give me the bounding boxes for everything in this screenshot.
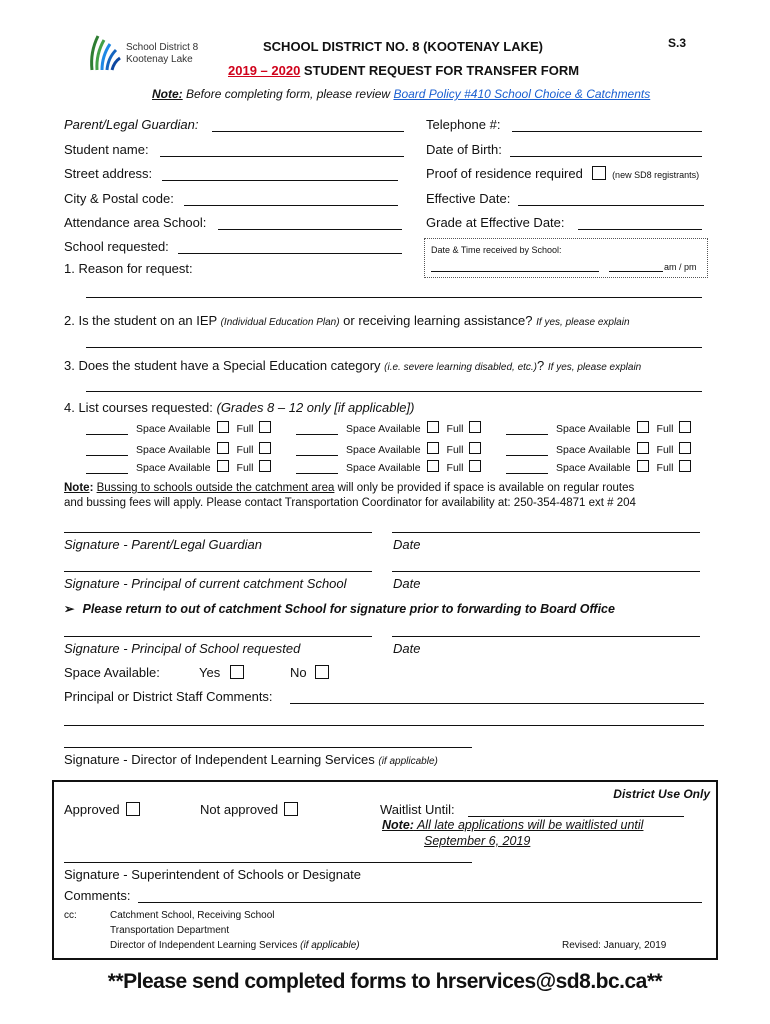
telephone-label: Telephone #:	[426, 117, 501, 132]
student-name-field[interactable]	[160, 156, 404, 157]
q3-tail: If yes, please explain	[547, 362, 642, 373]
year-range: 2019 – 2020	[228, 63, 301, 78]
full-checkbox[interactable]	[679, 421, 691, 433]
course-name-field[interactable]	[506, 424, 548, 435]
full-label: Full	[236, 462, 254, 474]
logo-text-line1: School District 8	[126, 42, 199, 53]
superintendent-signature-line[interactable]	[64, 862, 472, 863]
course-name-field[interactable]	[506, 445, 548, 456]
course-entry	[506, 460, 691, 474]
cc-item-1: Catchment School, Receiving School	[110, 910, 275, 921]
policy-note	[152, 87, 650, 101]
q4-tail: (Grades 8 – 12 only [if applicable])	[216, 400, 415, 415]
not-approved-checkbox[interactable]	[284, 802, 298, 816]
director-signature-line[interactable]	[64, 747, 472, 748]
parent-guardian-field[interactable]	[212, 131, 404, 132]
full-label: Full	[446, 423, 464, 435]
space-available-checkbox[interactable]	[217, 460, 229, 472]
course-row	[86, 442, 706, 456]
q2-answer-line[interactable]	[86, 347, 702, 348]
course-name-field[interactable]	[296, 463, 338, 474]
no-label: No	[290, 665, 307, 680]
space-available-label: Space Available	[556, 462, 631, 474]
late-note-date: September 6, 2019	[424, 834, 531, 848]
street-address-label: Street address:	[64, 166, 153, 181]
q3-main: 3. Does the student have a Special Education category	[64, 358, 385, 373]
space-available-checkbox[interactable]	[217, 421, 229, 433]
waitlist-label: Waitlist Until:	[380, 802, 455, 817]
late-note	[382, 818, 643, 832]
full-label: Full	[446, 444, 464, 456]
space-available-label: Space Available	[346, 423, 421, 435]
received-date-field[interactable]	[431, 271, 599, 272]
full-label: Full	[236, 423, 254, 435]
course-name-field[interactable]	[86, 463, 128, 474]
course-row	[86, 421, 706, 435]
cc-item-3	[110, 940, 360, 951]
received-label: Date & Time received by School:	[431, 245, 562, 255]
cc-label: cc:	[64, 910, 77, 921]
full-label: Full	[656, 462, 674, 474]
full-checkbox[interactable]	[469, 442, 481, 454]
full-label: Full	[656, 444, 674, 456]
course-entry	[86, 421, 271, 435]
q4-main: 4. List courses requested:	[64, 400, 217, 415]
space-available-label: Space Available:	[64, 665, 160, 680]
no-checkbox[interactable]	[315, 665, 329, 679]
course-entry	[296, 460, 481, 474]
space-available-checkbox[interactable]	[637, 421, 649, 433]
space-available-checkbox[interactable]	[637, 442, 649, 454]
return-note-text: Please return to out of catchment School for signature prior to forwarding to Board Office	[82, 602, 615, 616]
bussing-text2: and bussing fees will apply. Please contact Transportation Coordinator for availability at: 250-354-4871 ext # 204	[64, 497, 636, 509]
director-label: Signature - Director of Independent Learning Services	[64, 752, 379, 767]
course-name-field[interactable]	[296, 424, 338, 435]
bussing-text1: will only be provided if space is available on regular routes	[334, 482, 635, 494]
district-title: SCHOOL DISTRICT NO. 8 (KOOTENAY LAKE)	[263, 39, 544, 54]
q2-rest: or receiving learning assistance?	[339, 313, 537, 328]
full-label: Full	[656, 423, 674, 435]
note-text: Before completing form, please review	[182, 87, 394, 101]
proof-residence-checkbox[interactable]	[592, 166, 606, 180]
proof-residence	[426, 166, 699, 181]
full-label: Full	[236, 444, 254, 456]
principal-current-line[interactable]	[64, 571, 372, 572]
full-label: Full	[446, 462, 464, 474]
superintendent-label: Signature - Superintendent of Schools or Designate	[64, 867, 362, 882]
full-checkbox[interactable]	[259, 442, 271, 454]
course-row	[86, 460, 706, 474]
bussing-colon: :	[89, 482, 97, 494]
student-name-label: Student name:	[64, 142, 149, 157]
cc-item-3-note: (if applicable)	[300, 940, 360, 951]
full-checkbox[interactable]	[469, 421, 481, 433]
q3-q: ?	[537, 358, 548, 373]
course-entry	[86, 442, 271, 456]
principal-current-label: Signature - Principal of current catchment School	[64, 576, 347, 591]
proof-residence-note: (new SD8 registrants)	[612, 170, 700, 180]
approved-checkbox[interactable]	[126, 802, 140, 816]
principal-requested-date-label: Date	[393, 641, 421, 656]
not-approved	[200, 802, 298, 817]
city-postal-field[interactable]	[184, 205, 398, 206]
parent-signature-label: Signature - Parent/Legal Guardian	[64, 537, 263, 552]
form-title-text: STUDENT REQUEST FOR TRANSFER FORM	[300, 63, 580, 78]
dob-field[interactable]	[510, 156, 702, 157]
city-postal-label: City & Postal code:	[64, 191, 174, 206]
space-available-checkbox[interactable]	[427, 442, 439, 454]
q2-small: (Individual Education Plan)	[220, 317, 340, 328]
course-name-field[interactable]	[86, 445, 128, 456]
full-checkbox[interactable]	[259, 460, 271, 472]
effective-date-label: Effective Date:	[426, 191, 511, 206]
arrow-bullet-icon: ➢	[64, 602, 75, 616]
course-name-field[interactable]	[86, 424, 128, 435]
space-available-label: Space Available	[136, 462, 211, 474]
footer-instruction: **Please send completed forms to hrservices@sd8.bc.ca**	[107, 970, 663, 993]
full-checkbox[interactable]	[679, 442, 691, 454]
course-entry	[506, 442, 691, 456]
cc-item-3-text: Director of Independent Learning Services	[110, 940, 301, 951]
full-checkbox[interactable]	[679, 460, 691, 472]
director-note: (if applicable)	[378, 756, 438, 767]
q3-label	[64, 358, 641, 373]
effective-date-field[interactable]	[518, 205, 704, 206]
course-entry	[296, 442, 481, 456]
space-available-checkbox[interactable]	[217, 442, 229, 454]
received-box	[424, 238, 708, 278]
principal-requested-label: Signature - Principal of School requested	[64, 641, 301, 656]
cc-item-2: Transportation Department	[110, 925, 230, 936]
q2-tail: If yes, please explain	[536, 317, 630, 328]
not-approved-label: Not approved	[200, 802, 279, 817]
course-entry	[86, 460, 271, 474]
logo-text-line2: Kootenay Lake	[126, 54, 193, 65]
district-comments-label: Comments:	[64, 888, 131, 903]
principal-current-date-line[interactable]	[392, 571, 700, 572]
district-logo	[88, 30, 208, 78]
attendance-school-field[interactable]	[218, 229, 402, 230]
q3-small: (i.e. severe learning disabled, etc.)	[384, 362, 538, 373]
parent-date-label: Date	[393, 537, 421, 552]
dob-label: Date of Birth:	[426, 142, 502, 157]
staff-comments-label: Principal or District Staff Comments:	[64, 689, 273, 704]
form-code: S.3	[668, 36, 687, 50]
director-signature-label	[64, 752, 438, 767]
space-available-label: Space Available	[346, 444, 421, 456]
grade-effective-field[interactable]	[578, 229, 702, 230]
parent-guardian-label: Parent/Legal Guardian:	[64, 117, 199, 132]
telephone-field[interactable]	[512, 131, 702, 132]
space-no	[290, 665, 329, 680]
yes-label: Yes	[199, 665, 221, 680]
bussing-note-label: Note	[64, 482, 90, 494]
grade-effective-label: Grade at Effective Date:	[426, 215, 565, 230]
revised-date: Revised: January, 2019	[562, 940, 667, 951]
full-checkbox[interactable]	[469, 460, 481, 472]
q1-label: 1. Reason for request:	[64, 261, 193, 276]
course-name-field[interactable]	[296, 445, 338, 456]
principal-requested-line[interactable]	[64, 636, 372, 637]
q3-answer-line[interactable]	[86, 391, 702, 392]
space-available-label: Space Available	[556, 444, 631, 456]
bussing-underlined: Bussing to schools outside the catchment area	[96, 482, 335, 494]
principal-current-date-label: Date	[393, 576, 421, 591]
late-note-text1: All late applications will be waitlisted until	[413, 818, 644, 832]
attendance-school-label: Attendance area School:	[64, 215, 207, 230]
space-available-label: Space Available	[136, 444, 211, 456]
space-available-checkbox[interactable]	[427, 421, 439, 433]
q4-label	[64, 400, 414, 415]
q2-main: 2. Is the student on an IEP	[64, 313, 221, 328]
space-available-label: Space Available	[136, 423, 211, 435]
late-note-label: Note:	[382, 818, 414, 832]
space-available-label: Space Available	[556, 423, 631, 435]
yes-checkbox[interactable]	[230, 665, 244, 679]
course-entry	[506, 421, 691, 435]
form-title	[228, 63, 579, 78]
district-use-title: District Use Only	[613, 787, 710, 801]
course-entry	[296, 421, 481, 435]
street-address-field[interactable]	[162, 180, 398, 181]
received-ampm: am / pm	[664, 262, 697, 272]
course-name-field[interactable]	[506, 463, 548, 474]
received-time-field[interactable]	[609, 271, 663, 272]
staff-comments-line2[interactable]	[64, 725, 704, 726]
q1-answer-line[interactable]	[86, 297, 702, 298]
policy-link[interactable]: Board Policy #410 School Choice & Catchments	[393, 87, 651, 101]
school-requested-label: School requested:	[64, 239, 169, 254]
district-comments-line[interactable]	[138, 902, 702, 903]
space-yes	[199, 665, 244, 680]
parent-signature-line[interactable]	[64, 532, 372, 533]
q2-label	[64, 313, 630, 328]
bussing-note	[64, 482, 634, 494]
space-available-checkbox[interactable]	[427, 460, 439, 472]
proof-residence-label: Proof of residence required	[426, 166, 583, 181]
approved-label: Approved	[64, 802, 120, 817]
district-use-box	[52, 780, 718, 960]
waitlist-field[interactable]	[468, 816, 684, 817]
space-available-label: Space Available	[346, 462, 421, 474]
logo-mark-icon	[88, 30, 122, 74]
note-label: Note:	[152, 87, 183, 101]
school-requested-field[interactable]	[178, 253, 402, 254]
principal-requested-date-line[interactable]	[392, 636, 700, 637]
approved	[64, 802, 140, 817]
staff-comments-line1[interactable]	[290, 703, 704, 704]
parent-date-line[interactable]	[392, 532, 700, 533]
return-note	[64, 601, 615, 616]
full-checkbox[interactable]	[259, 421, 271, 433]
space-available-checkbox[interactable]	[637, 460, 649, 472]
